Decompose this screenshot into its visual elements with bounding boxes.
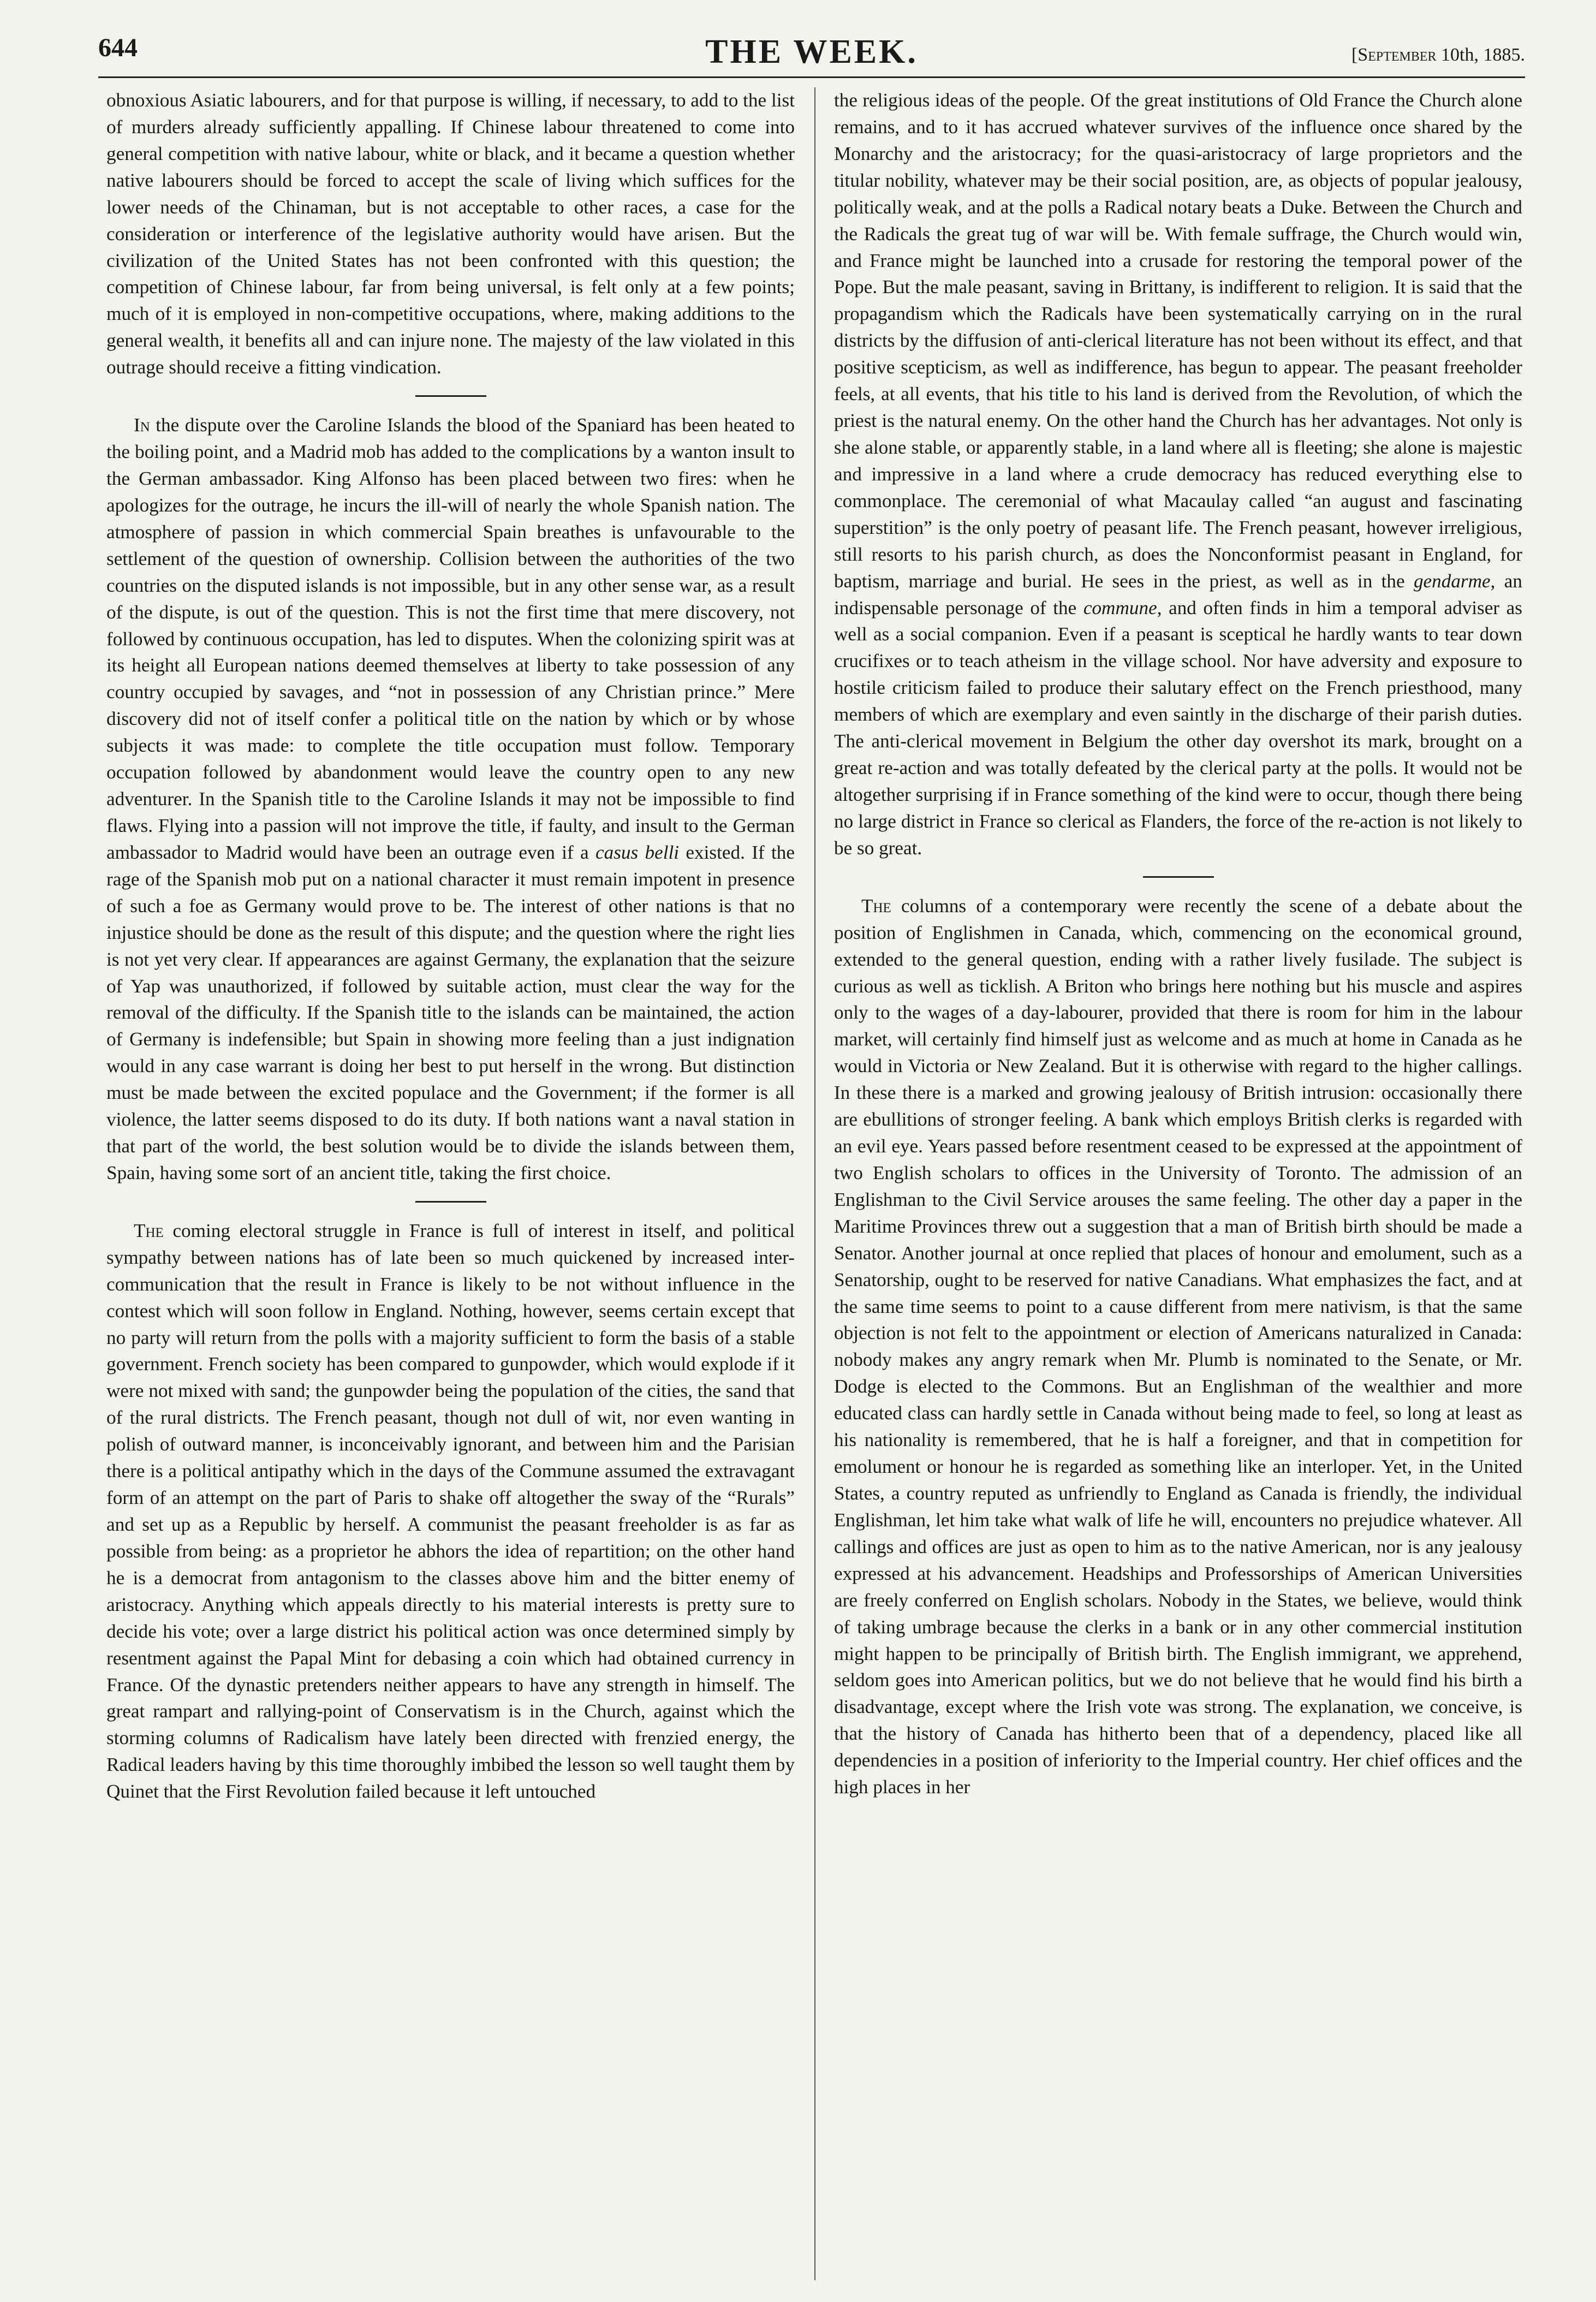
section-divider (1143, 876, 1214, 878)
header-rule (98, 76, 1525, 78)
page-number: 644 (98, 33, 138, 62)
paragraph-french-elections: The coming electoral struggle in France is full of interest in itself, and political sympathy between nations has of late been so much quickened by increased inter-communication that the result in France is likely to be not without influence in the contest which will soon follow in England. Nothing, however, seems certain except that no party will return from the polls with a majority sufficient to form the basis of a stable government. French society has been compared to gunpowder, which would explode if it were not mixed with sand; the gunpowder being the population of the cities, the sand that of the rural districts. The French peasant, though not dull of wit, nor even wanting in polish of outward manner, is inconceivably ignorant, and between him and the Parisian there is a political antipathy which in the days of the Commune assumed the extravagant form of an attempt on the part of Paris to shake off altogether the sway of the “Rurals” and set up as a Republic by herself. A communist the peasant freeholder is as far as possible from being: as a proprietor he abhors the idea of repartition; on the other hand he is a democrat from antagonism to the classes above him and the bitter enemy of aristocracy. Anything which appeals directly to his material interests is pretty sure to decide his vote; over a large district his political action was once determined simply by resentment against the Papal Mint for debasing a coin which had obtained currency in France. Of the dynastic pretenders neither appears to have any strength in himself. The great rampart and rallying-point of Conservatism is in the Church, against which the storming columns of Radicalism have lately been directed with frenzied energy, the Radical leaders having by this time thoroughly imbibed the lesson so well taught them by Quinet that the First Revolution failed because it left untouched (106, 1220, 795, 1803)
left-column (106, 87, 795, 2280)
issue-date: [September 10th, 1885. (1351, 45, 1525, 65)
paragraph-caroline-islands: In the dispute over the Caroline Islands the blood of the Spaniard has been heated to the boiling point, and a Madrid mob has added to the complications by a wanton insult to the German ambassador. King Alfonso has been placed between two fires: when he apologizes for the outrage, he incurs the ill-will of nearly the whole Spanish nation. The atmosphere of passion in which commercial Spain breathes is unfavourable to the settlement of the question of ownership. Collision between the authorities of the two countries on the disputed islands is not impossible, but in any other sense war, as a result of the dispute, is out of the question. This is not the first time that mere discovery, not followed by continuous occupation, has led to disputes. When the colonizing spirit was at its height all European nations deemed themselves at liberty to take possession of any country occupied by savages, and “not in possession of any Christian prince.” Mere discovery did not of itself confer a political title on the nation by which or by whose subjects it was made: to complete the title occupation must follow. Temporary occupation followed by abandonment would leave the country open to any new adventurer. In the Spanish title to the Caroline Islands it may not be impossible to find flaws. Flying into a passion will not improve the title, if faulty, and insult to the German ambassador to Madrid would have been an outrage even if a casus belli existed. If the rage of the Spanish mob put on a national character it must remain impotent in presence of such a foe as Germany would prove to be. The interest of other nations is that no injustice should be done as the result of this dispute; and the question where the right lies is not yet very clear. If appearances are against Germany, the explanation that the seizure of Yap was unauthorized, if followed by suitable action, must clear the way for the removal of the difficulty. If the Spanish title to the islands can be maintained, the action of Germany is indefensible; but Spain in showing more feeling than a just indignation would in any case warrant is doing her best to put herself in the wrong. But distinction must be made between the excited populace and the Government; if the former is all violence, the latter seems disposed to do its duty. If both nations want a naval station in that part of the world, the best solution would be to divide the islands between them, Spain, having some sort of an ancient title, taking the first choice. (106, 414, 795, 1183)
page-header (98, 33, 1525, 76)
article-columns (106, 87, 1522, 2280)
section-divider (415, 395, 486, 397)
right-column (814, 87, 1522, 2280)
issue-month: September (1357, 45, 1437, 65)
section-divider (415, 1201, 486, 1203)
paragraph-french-church: the religious ideas of the people. Of the great institutions of Old France the Church alone remains, and to it has accrued whatever survives of the influence once shared by the Monarchy and the aristocracy; for the quasi-aristocracy of large proprietors and the titular nobility, whatever may be their social position, are, as objects of popular jealousy, politically weak, and at the polls a Radical notary beats a Duke. Between the Church and the Radicals the great tug of war will be. With female suffrage, the Church would win, and France might be launched into a crusade for restoring the temporal power of the Pope. But the male peasant, saving in Brittany, is indifferent to religion. It is said that the propagandism which the Radicals have been systematically carrying on in the rural districts by the diffusion of anti-clerical literature has not been without its effect, and that positive scepticism, as well as indifference, has begun to appear. The peasant freeholder feels, at all events, that his title to his land is derived from the Revolution, of which the priest is the natural enemy. On the other hand the Church has her advantages. Not only is she alone stable, or apparently stable, in a land where all is fleeting; she alone is majestic and impressive in a land where a crude democracy has reduced everything else to commonplace. The ceremonial of what Macaulay called “an august and fascinating superstition” is the only poetry of peasant life. The French peasant, however irreligious, still resorts to his parish church, as does the Nonconformist peasant in England, for baptism, marriage and burial. He sees in the priest, as well as in the gendarme, an indispensable personage of the commune, and often finds in him a temporal adviser as well as a social companion. Even if a peasant is sceptical he hardly wants to tear down crucifixes or to teach atheism in the village school. Nor have adversity and exposure to hostile criticism failed to produce their salutary effect on the French priesthood, many members of which are exemplary and even saintly in the discharge of their parish duties. The anti-clerical movement in Belgium the other day overshot its mark, brought on a great re-action and was totally defeated by the clerical party at the polls. It would not be altogether surprising if in France something of the kind were to occur, though there being no large district in France so clerical as Flanders, the force of the re-action is not likely to be so great. (834, 90, 1522, 859)
masthead-title: THE WEEK. (705, 33, 918, 70)
paragraph-chinese-labour: obnoxious Asiatic labourers, and for that purpose is willing, if necessary, to add to the list of murders already sufficiently appalling. If Chinese labour threatened to come into general competition with native labour, white or black, and it became a question whether native labourers should be forced to accept the scale of living which suffices for the lower needs of the Chinaman, but is not acceptable to other races, a case for the consideration or interference of the legislative authority would have arisen. But the civilization of the United States has not been confronted with this question; the competition of Chinese labour, far from being universal, is felt only at a few points; much of it is employed in non-competitive occupations, where, making additions to the general wealth, it benefits all and can injure none. The majesty of the law violated in this outrage should receive a fitting vindication. (106, 90, 795, 378)
paragraph-englishmen-in-canada: The columns of a contemporary were recently the scene of a debate about the position of Englishmen in Canada, which, commencing on the economical ground, extended to the general question, ending with a rather lively fusilade. The subject is curious as well as ticklish. A Briton who brings here nothing but his muscle and aspires only to the wages of a day-labourer, provided that there is room for him in the labour market, will certainly find himself just as welcome and as much at home in Canada as he would in Victoria or New Zealand. But it is otherwise with regard to the higher callings. In these there is a marked and growing jealousy of British intrusion: occasionally there are ebullitions of stronger feeling. A bank which employs British clerks is regarded with an evil eye. Years passed before resentment ceased to be expressed at the appointment of two English scholars to offices in the University of Toronto. The admission of an Englishman to the Civil Service arouses the same feeling. The other day a paper in the Maritime Provinces threw out a suggestion that a man of British birth should be made a Senator. Another journal at once replied that places of honour and emolument, such as a Senatorship, ought to be reserved for native Canadians. What emphasizes the fact, and at the same time seems to point to a cause different from mere nativism, is that the same objection is not felt to the appointment or election of Americans naturalized in Canada: nobody makes any angry remark when Mr. Plumb is nominated to the Senate, or Mr. Dodge is elected to the Commons. But an Englishman of the wealthier and more educated class can hardly settle in Canada without being made to feel, so long at least as his nationality is remembered, that he is half a foreigner, and that in competition for emolument or honour he is regarded as something like an interloper. Yet, in the United States, a country reputed as unfriendly to England as Canada is friendly, the individual Englishman, let him take what walk of life he will, encounters no prejudice whatever. All callings and offices are just as open to him as to the native American, nor is any jealousy expressed at his advancement. Headships and Professorships of American Universities are freely conferred on English scholars. Nobody in the States, we believe, would think of taking umbrage because the clerks in a bank or in any other commercial institution might happen to be principally of British birth. The English immigrant, we apprehend, seldom goes into American politics, but we do not believe that he would find his birth a disadvantage, except where the Irish vote was strong. The explanation, we conceive, is that the history of Canada has hitherto been that of a dependency, placed like all dependencies in a position of inferiority to the Imperial country. Her chief offices and the high places in her (834, 895, 1522, 1798)
